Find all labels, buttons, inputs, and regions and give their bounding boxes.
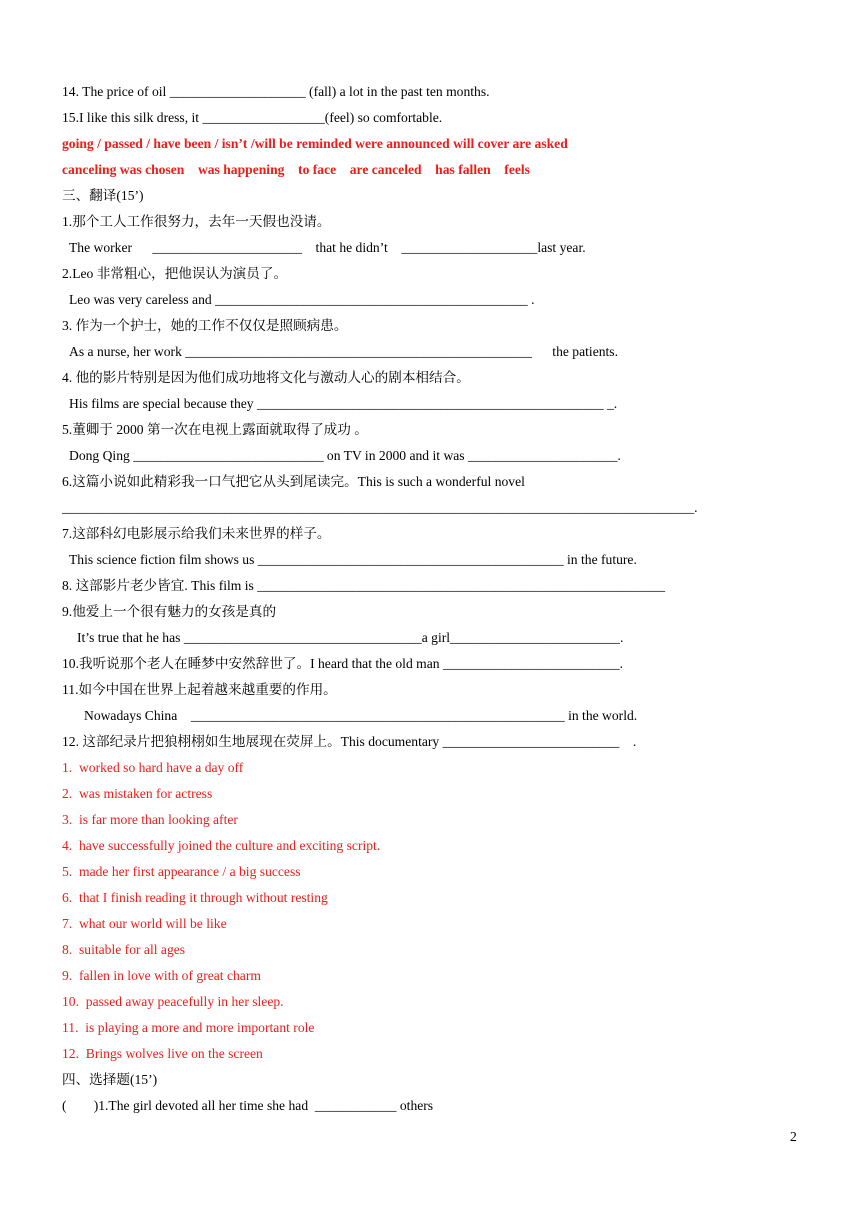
text-line: 三、翻译(15’) (62, 188, 144, 203)
text-line: 4. have successfully joined the culture and exciting script. (62, 838, 381, 853)
text-line: 9.他爱上一个很有魅力的女孩是真的 (62, 604, 277, 619)
text-line: 14. The price of oil ____________________ (fall) a lot in the past ten months. (62, 84, 490, 99)
text-line: Leo was very careless and ______________________________________________ . (69, 292, 535, 307)
text-line: 9. fallen in love with of great charm (62, 968, 261, 983)
text-line: _____________________________________________________________________________________________. (62, 500, 698, 515)
page-number: 2 (790, 1129, 797, 1144)
text-line: 12. 这部纪录片把狼栩栩如生地展现在荧屏上。This documentary __________________________ . (62, 734, 637, 749)
text-line: 12. Brings wolves live on the screen (62, 1046, 263, 1061)
text-line: Dong Qing ____________________________ on TV in 2000 and it was ______________________. (69, 448, 621, 463)
text-line: It’s true that he has ___________________________________a girl_________________________. (77, 630, 624, 645)
text-line: 3. is far more than looking after (62, 812, 238, 827)
text-line: 15.I like this silk dress, it __________________(feel) so comfortable. (62, 110, 443, 125)
text-line: 5. made her first appearance / a big success (62, 864, 301, 879)
text-line: This science fiction film shows us _____________________________________________ in the future. (69, 552, 637, 567)
text-line: 3. 作为一个护士，她的工作不仅仅是照顾病患。 (62, 318, 348, 333)
text-line: 6. that I finish reading it through without resting (62, 890, 328, 905)
text-line: The worker ______________________ that he didn’t ____________________last year. (69, 240, 586, 255)
text-line: 1.那个工人工作很努力，去年一天假也没请。 (62, 214, 331, 229)
text-line: 8. suitable for all ages (62, 942, 186, 957)
text-line: 2.Leo 非常粗心，把他误认为演员了。 (62, 266, 288, 281)
text-line: ( )1.The girl devoted all her time she had ____________ others (62, 1098, 434, 1113)
text-line: 5.董卿于 2000 第一次在电视上露面就取得了成功 。 (62, 422, 368, 437)
text-line: 2. was mistaken for actress (62, 786, 213, 801)
text-line: 四、选择题(15’) (62, 1072, 158, 1087)
text-line: Nowadays China _______________________________________________________ in the world. (84, 708, 638, 723)
text-line: 7. what our world will be like (62, 916, 227, 931)
text-line: 11.如今中国在世界上起着越来越重要的作用。 (62, 682, 337, 697)
text-line: 4. 他的影片特别是因为他们成功地将文化与激动人心的剧本相结合。 (62, 370, 470, 385)
text-line: As a nurse, her work ___________________________________________________ the patients. (69, 344, 618, 359)
text-line: 10. passed away peacefully in her sleep. (62, 994, 284, 1009)
text-line: 6.这篇小说如此精彩我一口气把它从头到尾读完。This is such a wonderful novel (62, 474, 525, 489)
text-line: 10.我听说那个老人在睡梦中安然辞世了。I heard that the old man __________________________. (62, 656, 624, 671)
text-line: 11. is playing a more and more important role (62, 1020, 315, 1035)
text-line: 1. worked so hard have a day off (62, 760, 244, 775)
text-line: 8. 这部影片老少皆宜. This film is ____________________________________________________________ (62, 578, 666, 593)
text-line: canceling was chosen was happening to face are canceled has fallen feels (62, 162, 530, 177)
text-line: going / passed / have been / isn’t /will be reminded were announced will cover are asked (62, 136, 568, 151)
text-line: His films are special because they ___________________________________________________ _. (69, 396, 618, 411)
text-line: 7.这部科幻电影展示给我们未来世界的样子。 (62, 526, 331, 541)
